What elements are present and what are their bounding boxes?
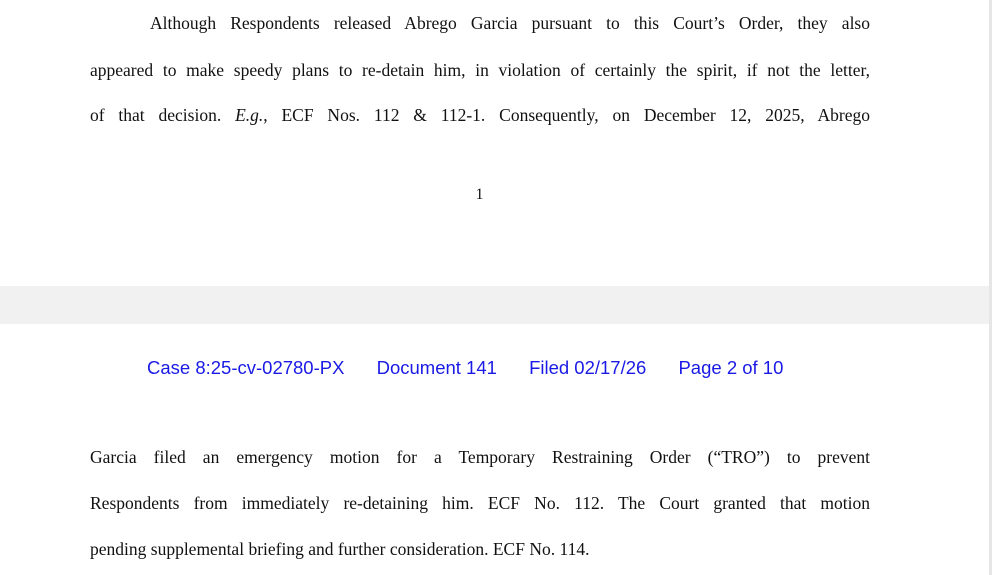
page2-line-3: pending supplemental briefing and further consideration. ECF No. 114. <box>90 539 590 559</box>
page-number: 1 <box>475 186 484 203</box>
ecf-header <box>147 357 783 379</box>
page-separator <box>0 286 992 324</box>
line3-suffix: , ECF Nos. 112 & 112-1. Consequently, on December 12, 2025, Abrego <box>263 105 871 125</box>
filed-date: Filed 02/17/26 <box>529 357 647 378</box>
page1-line-1: Although Respondents released Abrego Garcia pursuant to this Court’s Order, they also <box>150 13 870 33</box>
page2-line-2: Respondents from immediately re-detaining him. ECF No. 112. The Court granted that motion <box>90 493 870 513</box>
line3-italic: E.g. <box>235 105 264 125</box>
document-number: Document 141 <box>376 357 497 378</box>
page-count: Page 2 of 10 <box>678 357 784 378</box>
page1-line-3 <box>90 105 870 125</box>
page-1 <box>0 0 989 286</box>
page2-line-1: Garcia filed an emergency motion for a Temporary Restraining Order (“TRO”) to prevent <box>90 447 870 467</box>
line3-prefix: of that decision. <box>90 105 222 125</box>
page1-line-2: appeared to make speedy plans to re-detain him, in violation of certainly the spirit, if not the letter, <box>90 60 870 80</box>
case-number: Case 8:25-cv-02780-PX <box>147 357 345 378</box>
